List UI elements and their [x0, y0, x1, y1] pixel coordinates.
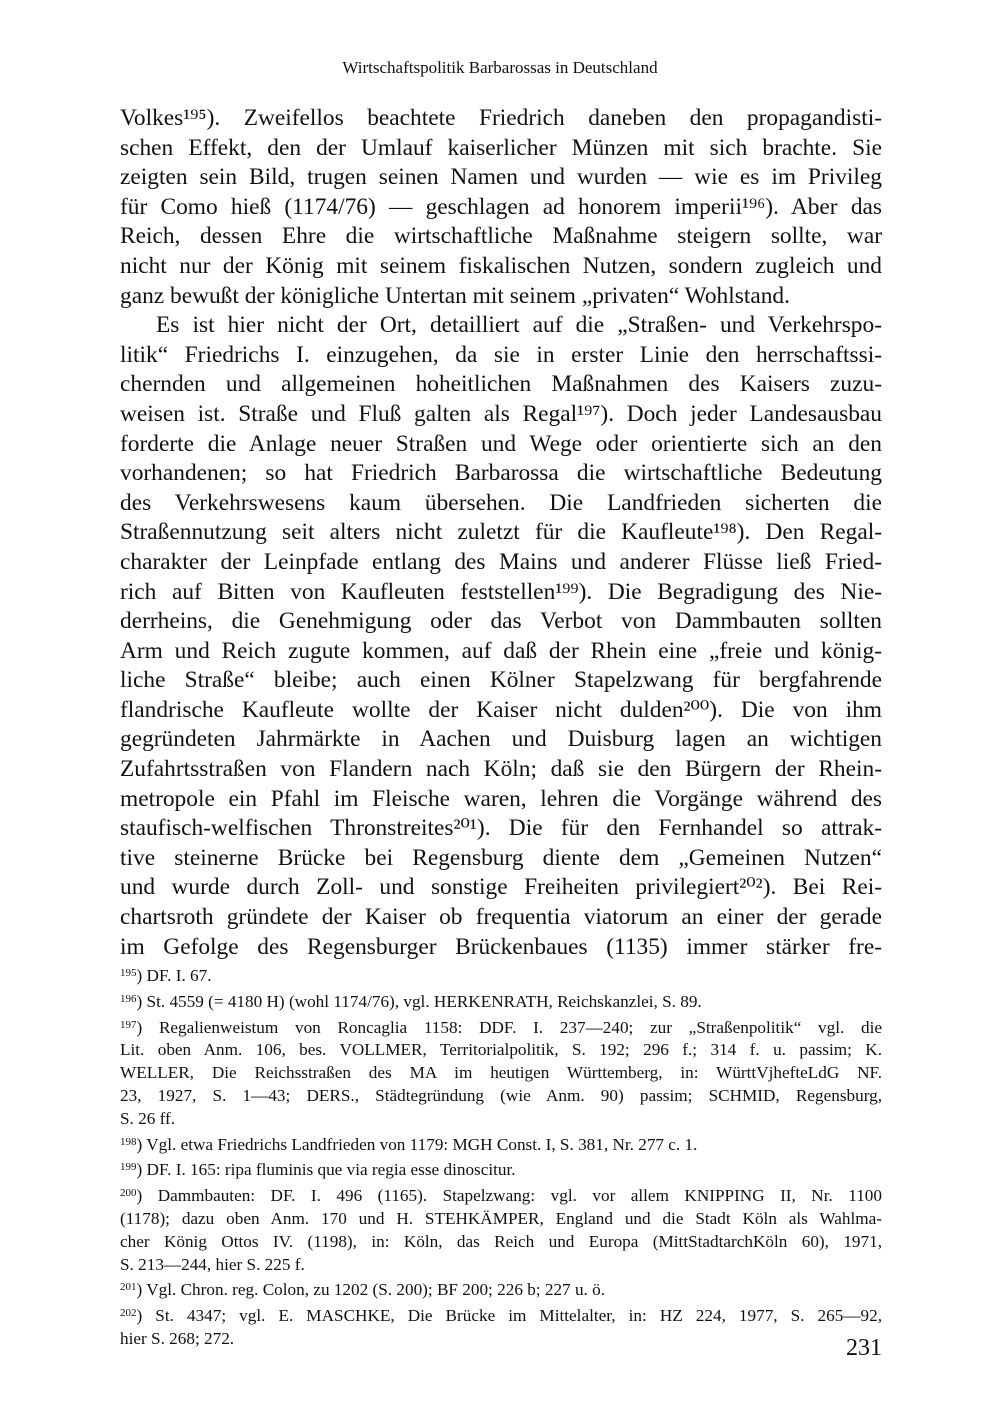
footnote — [120, 1276, 882, 1302]
footnote-line: S. 26 ff. — [120, 1108, 176, 1128]
body-line: forderte die Anlage neuer Straßen und Wege oder orientierte sich an den — [120, 430, 882, 457]
footnote-text: DF. I. 67. — [146, 966, 212, 985]
footnote-line: WELLER, Die Reichsstraßen des MA im heutigen Württemberg, in: WürttVjhefteLdG NF. — [120, 1063, 882, 1083]
footnote-number: 198 — [120, 1135, 137, 1148]
footnote-number: 200 — [120, 1187, 137, 1200]
body-line: weisen ist. Straße und Fluß galten als Regal¹⁹⁷). Doch jeder Landesausbau — [120, 400, 882, 427]
footnote-text: Vgl. etwa Friedrichs Landfrieden von 1179: MGH Const. I, S. 381, Nr. 277 c. 1. — [146, 1134, 698, 1154]
footnote-text: Regalienweistum von Roncaglia 1158: DDF. I. 237—240; zur „Straßenpolitik“ vgl. die — [158, 1017, 882, 1037]
body-line: Straßennutzung seit alters nicht zuletzt für die Kaufleute¹⁹⁸). Den Regal- — [120, 519, 882, 546]
page-number: 231 — [846, 1335, 882, 1361]
footnote — [120, 1156, 882, 1182]
footnote — [120, 988, 882, 1014]
footnote-line: Lit. oben Anm. 106, bes. VOLLMER, Territorialpolitik, S. 192; 296 f.; 314 f. u. passim; K. — [120, 1040, 882, 1060]
footnote-line: $^{198}$) Vgl. etwa Friedrichs Landfrieden von 1179: MGH Const. I, S. 381, Nr. 277 c. 1. — [120, 1134, 698, 1154]
body-line: Zufahrtsstraßen von Flandern nach Köln; daß sie den Bürgern der Rhein- — [120, 756, 882, 783]
footnote-text: St. 4559 (= 4180 H) (wohl 1174/76), vgl. HERKENRATH, Reichskanzlei, S. 89. — [146, 991, 702, 1011]
footnote-number: 196 — [120, 992, 137, 1005]
body-line: flandrische Kaufleute wollte der Kaiser nicht dulden²⁰⁰). Die von ihm — [120, 696, 882, 723]
body-line: staufisch-welfischen Thronstreites²⁰¹). Die für den Fernhandel so attrak- — [120, 815, 882, 842]
body-line: charakter der Leinpfade entlang des Mains und anderer Flüsse ließ Fried- — [120, 548, 882, 575]
body-line: und wurde durch Zoll- und sonstige Freiheiten privilegiert²⁰²). Bei Rei- — [120, 874, 882, 901]
footnote — [120, 1131, 882, 1157]
body-line: chartsroth gründete der Kaiser ob frequentia viatorum an einer der gerade — [120, 904, 882, 931]
body-line: des Verkehrswesens kaum übersehen. Die Landfrieden sicherten die — [120, 489, 882, 516]
body-line: tive steinerne Brücke bei Regensburg diente dem „Gemeinen Nutzen“ — [120, 844, 882, 871]
footnote-line: $^{201}$) Vgl. Chron. reg. Colon, zu 1202 (S. 200); BF 200; 226 b; 227 u. ö. — [120, 1280, 606, 1300]
body-line: liche Straße“ bleibe; auch einen Kölner Stapelzwang für bergfahrende — [120, 667, 882, 694]
footnote-line: hier S. 268; 272. — [120, 1328, 235, 1348]
footnote-line: cher König Ottos IV. (1198), in: Köln, das Reich und Europa (MittStadtarchKöln 60), 1971, — [120, 1231, 882, 1251]
body-line: litik“ Friedrichs I. einzugehen, da sie in erster Linie den herrschaftssi- — [120, 341, 882, 368]
body-line: im Gefolge des Regensburger Brückenbaues (1135) immer stärker fre- — [120, 933, 882, 960]
body-line: nicht nur der König mit seinem fiskalischen Nutzen, sondern zugleich und — [120, 252, 882, 279]
body-line: schen Effekt, den der Umlauf kaiserlicher Münzen mit sich brachte. Sie — [120, 134, 882, 161]
footnote-line: $^{202}$) St. 4347; vgl. E. MASCHKE, Die Brücke im Mittelalter, in: HZ 224, 1977, S. 265—92, — [120, 1306, 882, 1326]
footnote-number: 197 — [120, 1018, 137, 1031]
footnotes — [120, 962, 882, 1351]
running-header: Wirtschaftspolitik Barbarossas in Deutschland — [342, 58, 658, 77]
footnote-line: $^{196}$) St. 4559 (= 4180 H) (wohl 1174/76), vgl. HERKENRATH, Reichskanzlei, S. 89. — [120, 991, 702, 1011]
body-line: Volkes¹⁹⁵). Zweifellos beachtete Friedrich daneben den propagandisti- — [120, 105, 882, 131]
body-line: zeigten sein Bild, trugen seinen Namen und wurden — wie es im Privileg — [120, 164, 882, 191]
body-line: chernden und allgemeinen hoheitlichen Maßnahmen des Kaisers zuzu- — [120, 371, 882, 398]
footnote-text: Vgl. Chron. reg. Colon, zu 1202 (S. 200); BF 200; 226 b; 227 u. ö. — [146, 1280, 606, 1300]
footnote-number: 199 — [120, 1161, 137, 1174]
footnote-line: (1178); dazu oben Anm. 170 und H. STEHKÄMPER, England und die Stadt Köln als Wahlma- — [120, 1208, 882, 1228]
body-line: vorhandenen; so hat Friedrich Barbarossa die wirtschaftliche Bedeutung — [120, 460, 882, 487]
footnote-number: 201 — [120, 1281, 137, 1294]
footnote-line: $^{197}$) Regalienweistum von Roncaglia 1158: DDF. I. 237—240; zur „Straßenpolitik“ vgl. die — [120, 1017, 882, 1037]
body-line: Es ist hier nicht der Ort, detailliert auf die „Straßen- und Verkehrspo- — [156, 312, 882, 339]
body-line: metropole ein Pfahl im Fleische waren, lehren die Vorgänge während des — [120, 785, 882, 812]
footnote-text: DF. I. 165: ripa fluminis que via regia esse dinoscitur. — [146, 1160, 516, 1180]
body-line: Reich, dessen Ehre die wirtschaftliche Maßnahme steigern sollte, war — [120, 223, 882, 250]
body-line: ganz bewußt der königliche Untertan mit seinem „privaten“ Wohlstand. — [120, 282, 790, 309]
body-text — [120, 104, 882, 962]
body-line: gegründeten Jahrmärkte in Aachen und Duisburg lagen an wichtigen — [120, 726, 882, 753]
footnote — [120, 1182, 882, 1276]
footnote — [120, 1014, 882, 1131]
footnote-line: $^{199}$) DF. I. 165: ripa fluminis que via regia esse dinoscitur. — [120, 1160, 516, 1180]
body-line: für Como hieß (1174/76) — geschlagen ad honorem imperii¹⁹⁶). Aber das — [120, 193, 882, 220]
footnote-line: S. 213—244, hier S. 225 f. — [120, 1254, 305, 1274]
footnote-line: $^{200}$) Dammbauten: DF. I. 496 (1165). Stapelzwang: vgl. vor allem KNIPPING II, Nr. 1100 — [120, 1186, 882, 1206]
footnote-number: 202 — [120, 1307, 137, 1320]
footnote-text: Dammbauten: DF. I. 496 (1165). Stapelzwang: vgl. vor allem KNIPPING II, Nr. 1100 — [157, 1186, 882, 1206]
footnote-line: $^{195}$) DF. I. 67. — [120, 966, 212, 985]
body-line: derrheins, die Genehmigung oder das Verbot von Dammbauten sollten — [120, 608, 882, 635]
body-line: rich auf Bitten von Kaufleuten feststellen¹⁹⁹). Die Begradigung des Nie- — [120, 578, 882, 605]
body-line: Arm und Reich zugute kommen, auf daß der Rhein eine „freie und könig- — [120, 637, 882, 664]
footnote-number: 195 — [120, 967, 137, 979]
footnote-text: St. 4347; vgl. E. MASCHKE, Die Brücke im Mittelalter, in: HZ 224, 1977, S. 265—92, — [155, 1306, 882, 1326]
footnote — [120, 962, 882, 988]
footnote-line: 23, 1927, S. 1—43; DERS., Städtegründung (wie Anm. 90) passim; SCHMID, Regensburg, — [120, 1085, 882, 1105]
footnote — [120, 1302, 882, 1351]
